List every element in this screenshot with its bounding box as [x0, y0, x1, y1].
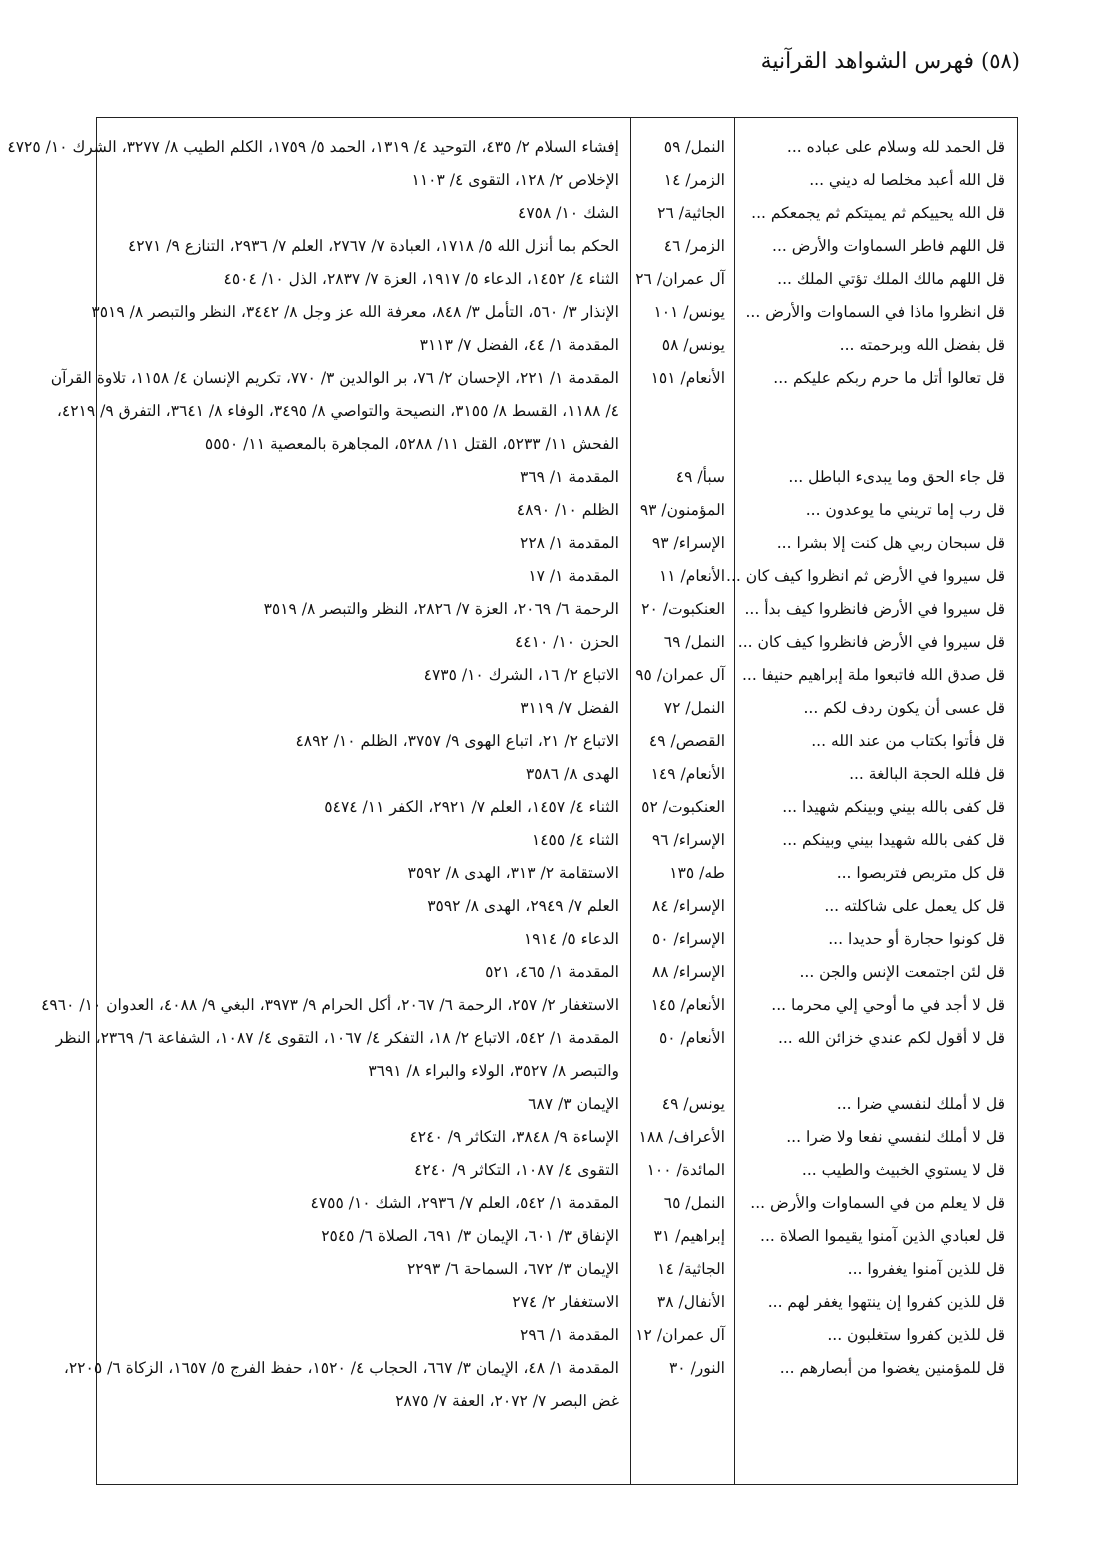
topic-line: المقدمة ١/ ٢٢٨ — [520, 534, 619, 552]
topic-line: المقدمة ١/ ٤٦٥، ٥٢١ — [485, 963, 619, 981]
verse-phrase: قل لا يستوي الخبيث والطيب ... — [801, 1161, 1005, 1179]
topic-references — [111, 758, 619, 791]
verse-phrase: قل سيروا في الأرض فانظروا كيف كان ... — [737, 633, 1005, 651]
index-row — [55, 1022, 1017, 1088]
topic-references — [111, 1187, 619, 1220]
topic-references — [111, 494, 619, 527]
topic-references — [111, 1319, 619, 1352]
verse-phrase: قل للذين كفروا إن ينتهوا يغفر لهم ... — [767, 1293, 1005, 1311]
surah-reference: سبأ/ ٤٩ — [675, 468, 725, 486]
topic-line: الحزن ١٠/ ٤٤١٠ — [514, 633, 619, 651]
index-row — [97, 758, 1017, 791]
index-row — [97, 560, 1017, 593]
topic-references — [111, 857, 619, 890]
topic-references — [111, 164, 619, 197]
surah-reference: النور/ ٣٠ — [668, 1359, 725, 1377]
index-row — [97, 1154, 1017, 1187]
index-row — [97, 791, 1017, 824]
topic-references — [111, 692, 619, 725]
topic-references — [111, 329, 619, 362]
surah-reference: آل عمران/ ١٢ — [635, 1326, 725, 1344]
page-header — [100, 46, 1020, 77]
verse-phrase: قل كل متربص فتربصوا ... — [836, 864, 1005, 882]
index-row — [97, 1121, 1017, 1154]
surah-reference: الأعراف/ ١٨٨ — [638, 1128, 725, 1146]
surah-reference: العنكبوت/ ٢٠ — [641, 600, 725, 618]
verse-phrase: قل اللهم مالك الملك تؤتي الملك ... — [777, 270, 1005, 288]
topic-line: الظلم ١٠/ ٤٨٩٠ — [516, 501, 619, 519]
topic-line: غض البصر ٧/ ٢٠٧٢، العفة ٧/ ٢٨٧٥ — [395, 1392, 619, 1410]
surah-reference: الأنعام/ ١١ — [658, 567, 725, 585]
index-row — [97, 626, 1017, 659]
surah-reference: آل عمران/ ٩٥ — [635, 666, 725, 684]
verse-phrase: قل عسى أن يكون ردف لكم ... — [803, 699, 1005, 717]
topic-line: الشك ١٠/ ٤٧٥٨ — [518, 204, 619, 222]
index-row — [91, 296, 1017, 329]
index-row — [97, 164, 1017, 197]
surah-reference: يونس/ ٥٨ — [661, 336, 725, 354]
topic-references — [111, 923, 619, 956]
topic-references — [111, 791, 619, 824]
index-row — [50, 362, 1017, 461]
verse-phrase: قل صدق الله فاتبعوا ملة إبراهيم حنيفا ... — [741, 666, 1005, 684]
index-row — [97, 659, 1017, 692]
topic-references — [111, 956, 619, 989]
topic-references — [111, 527, 619, 560]
surah-reference: الجاثية/ ٢٦ — [657, 204, 725, 222]
verse-phrase: قل للذين كفروا ستغلبون ... — [827, 1326, 1005, 1344]
topic-references — [111, 1088, 619, 1121]
topic-references — [91, 296, 619, 329]
topic-references — [111, 1253, 619, 1286]
topic-line: المقدمة ١/ ٥٤٢، الاتباع ٢/ ١٨، التفكر ٤/ ١٠٦٧، التقوى ٤/ ١٠٨٧، الشفاعة ٦/ ٢٣٦٩، النظر — [55, 1029, 619, 1047]
surah-reference: الإسراء/ ٥٠ — [651, 930, 725, 948]
surah-reference: النمل/ ٦٥ — [663, 1194, 725, 1212]
surah-reference: المائدة/ ١٠٠ — [646, 1161, 725, 1179]
topic-line: الثناء ٤/ ١٤٥٢، الدعاء ٥/ ١٩١٧، العزة ٧/ ٢٨٣٧، الذل ١٠/ ٤٥٠٤ — [223, 270, 619, 288]
topic-line: إفشاء السلام ٢/ ٤٣٥، التوحيد ٤/ ١٣١٩، الحمد ٥/ ١٧٥٩، الكلم الطيب ٨/ ٣٢٧٧، الشرك ١٠/ ٤٧٢٥ — [7, 138, 619, 156]
surah-reference: النمل/ ٦٩ — [663, 633, 725, 651]
verse-phrase: قل الحمد لله وسلام على عباده ... — [786, 138, 1005, 156]
surah-reference: الأنعام/ ١٤٥ — [650, 996, 725, 1014]
page-number: (٥٨) — [981, 49, 1020, 73]
verse-phrase: قل كل يعمل على شاكلته ... — [824, 897, 1005, 915]
index-row — [97, 263, 1017, 296]
verse-phrase: قل جاء الحق وما يبدىء الباطل ... — [788, 468, 1005, 486]
index-row — [97, 1253, 1017, 1286]
index-row — [97, 1088, 1017, 1121]
verse-phrase: قل للذين آمنوا يغفروا ... — [847, 1260, 1005, 1278]
topic-references — [111, 230, 619, 263]
topic-references — [111, 1154, 619, 1187]
surah-reference: النمل/ ٧٢ — [663, 699, 725, 717]
topic-references — [111, 197, 619, 230]
topic-line: المقدمة ١/ ٤٤، الفضل ٧/ ٣١١٣ — [419, 336, 619, 354]
index-row — [97, 494, 1017, 527]
topic-references — [111, 890, 619, 923]
index-row — [97, 692, 1017, 725]
topic-references — [55, 1022, 619, 1088]
index-row — [97, 1286, 1017, 1319]
index-row — [97, 230, 1017, 263]
verse-phrase: قل للمؤمنين يغضوا من أبصارهم ... — [779, 1359, 1005, 1377]
verse-phrase: قل لا يعلم من في السماوات والأرض ... — [750, 1194, 1005, 1212]
surah-reference: المؤمنون/ ٩٣ — [639, 501, 725, 519]
topic-line: الإنذار ٣/ ٥٦٠، التأمل ٣/ ٨٤٨، معرفة الله عز وجل ٨/ ٣٤٤٢، النظر والتبصر ٨/ ٣٥١٩ — [91, 303, 619, 321]
topic-references — [111, 1121, 619, 1154]
topic-line: الاستقامة ٢/ ٣١٣، الهدى ٨/ ٣٥٩٢ — [407, 864, 619, 882]
surah-reference: الأنعام/ ١٤٩ — [650, 765, 725, 783]
topic-line: الإيمان ٣/ ٦٧٢، السماحة ٦/ ٢٢٩٣ — [406, 1260, 619, 1278]
verse-phrase: قل سيروا في الأرض فانظروا كيف بدأ ... — [744, 600, 1005, 618]
index-row — [97, 527, 1017, 560]
index-row — [41, 989, 1017, 1022]
topic-line: المقدمة ١/ ٤٨، الإيمان ٣/ ٦٦٧، الحجاب ٤/ ١٥٢٠، حفظ الفرج ٥/ ١٦٥٧، الزكاة ٦/ ٢٢٠٥، — [63, 1359, 619, 1377]
surah-reference: الأنعام/ ٥٠ — [658, 1029, 725, 1047]
topic-line: ٤/ ١١٨٨، القسط ٨/ ٣١٥٥، النصيحة والتواصي ٨/ ٣٤٩٥، الوفاء ٨/ ٣٦٤١، التفرق ٩/ ٤٢١٩، — [56, 402, 619, 420]
surah-reference: الإسراء/ ٨٤ — [651, 897, 725, 915]
surah-reference: القصص/ ٤٩ — [648, 732, 725, 750]
surah-reference: يونس/ ٤٩ — [661, 1095, 725, 1113]
topic-line: المقدمة ١/ ٢٢١، الإحسان ٢/ ٧٦، بر الوالدين ٣/ ٧٧٠، تكريم الإنسان ٤/ ١١٥٨، تلاوة القرآن — [50, 369, 619, 387]
index-row — [97, 1220, 1017, 1253]
verse-phrase: قل لا أجد في ما أوحي إلي محرما ... — [771, 996, 1005, 1014]
verse-phrase: قل الله أعبد مخلصا له ديني ... — [809, 171, 1005, 189]
topic-line: المقدمة ١/ ٢٩٦ — [520, 1326, 619, 1344]
topic-line: العلم ٧/ ٢٩٤٩، الهدى ٨/ ٣٥٩٢ — [427, 897, 619, 915]
index-row — [97, 725, 1017, 758]
page-title: فهرس الشواهد القرآنية — [760, 49, 975, 74]
index-row — [97, 824, 1017, 857]
topic-line: الدعاء ٥/ ١٩١٤ — [523, 930, 619, 948]
index-row — [97, 857, 1017, 890]
index-row — [63, 1352, 1017, 1418]
surah-reference: الجاثية/ ١٤ — [657, 1260, 725, 1278]
verse-phrase: قل لا أملك لنفسي نفعا ولا ضرا ... — [786, 1128, 1005, 1146]
verse-phrase: قل لئن اجتمعت الإنس والجن ... — [799, 963, 1005, 981]
verse-phrase: قل رب إما تريني ما يوعدون ... — [805, 501, 1005, 519]
topic-line: الفحش ١١/ ٥٢٣٣، القتل ١١/ ٥٢٨٨، المجاهرة بالمعصية ١١/ ٥٥٥٠ — [204, 435, 619, 453]
surah-reference: آل عمران/ ٢٦ — [635, 270, 725, 288]
topic-references — [111, 1286, 619, 1319]
surah-reference: الأنفال/ ٣٨ — [656, 1293, 725, 1311]
topic-references — [111, 593, 619, 626]
verse-phrase: قل فلله الحجة البالغة ... — [849, 765, 1005, 783]
topic-references — [50, 362, 619, 461]
surah-reference: النمل/ ٥٩ — [663, 138, 725, 156]
topic-line: الحكم بما أنزل الله ٥/ ١٧١٨، العبادة ٧/ ٢٧٦٧، العلم ٧/ ٢٩٣٦، التنازع ٩/ ٤٢٧١ — [127, 237, 619, 255]
surah-reference: طه/ ١٣٥ — [669, 864, 725, 882]
index-row — [97, 923, 1017, 956]
topic-line: الاتباع ٢/ ٢١، اتباع الهوى ٩/ ٣٧٥٧، الظلم ١٠/ ٤٨٩٢ — [295, 732, 619, 750]
surah-reference: إبراهيم/ ٣١ — [653, 1227, 725, 1245]
index-row — [97, 329, 1017, 362]
index-row — [97, 1319, 1017, 1352]
topic-line: الثناء ٤/ ١٤٥٧، العلم ٧/ ٢٩٢١، الكفر ١١/ ٥٤٧٤ — [324, 798, 619, 816]
surah-reference: الإسراء/ ٨٨ — [651, 963, 725, 981]
topic-line: المقدمة ١/ ٥٤٢، العلم ٧/ ٢٩٣٦، الشك ١٠/ ٤٧٥٥ — [310, 1194, 619, 1212]
verse-phrase: قل اللهم فاطر السماوات والأرض ... — [772, 237, 1005, 255]
verse-phrase: قل الله يحييكم ثم يميتكم ثم يجمعكم ... — [751, 204, 1005, 222]
topic-line: الإخلاص ٢/ ١٢٨، التقوى ٤/ ١١٠٣ — [411, 171, 619, 189]
topic-references — [111, 1220, 619, 1253]
index-row — [97, 461, 1017, 494]
surah-reference: الزمر/ ٤٦ — [663, 237, 725, 255]
topic-line: الفضل ٧/ ٣١١٩ — [520, 699, 619, 717]
verse-phrase: قل كونوا حجارة أو حديدا ... — [828, 930, 1005, 948]
verse-phrase: قل فأتوا بكتاب من عند الله ... — [811, 732, 1005, 750]
topic-line: التقوى ٤/ ١٠٨٧، التكاثر ٩/ ٤٢٤٠ — [414, 1161, 619, 1179]
index-row — [97, 956, 1017, 989]
verse-phrase: قل كفى بالله بيني وبينكم شهيدا ... — [782, 798, 1005, 816]
topic-line: الإساءة ٩/ ٣٨٤٨، التكاثر ٩/ ٤٢٤٠ — [409, 1128, 619, 1146]
verse-phrase: قل سبحان ربي هل كنت إلا بشرا ... — [776, 534, 1005, 552]
surah-reference: الأنعام/ ١٥١ — [650, 369, 725, 387]
verse-phrase: قل لعبادي الذين آمنوا يقيموا الصلاة ... — [760, 1227, 1005, 1245]
topic-line: الإيمان ٣/ ٦٨٧ — [528, 1095, 619, 1113]
topic-line: المقدمة ١/ ١٧ — [528, 567, 619, 585]
index-row — [97, 1187, 1017, 1220]
verse-phrase: قل بفضل الله وبرحمته ... — [839, 336, 1005, 354]
index-rows — [7, 131, 1017, 1418]
verse-phrase: قل تعالوا أتل ما حرم ربكم عليكم ... — [773, 369, 1005, 387]
topic-references — [111, 626, 619, 659]
surah-reference: العنكبوت/ ٥٢ — [641, 798, 725, 816]
index-table — [7, 117, 1018, 1485]
verse-phrase: قل انظروا ماذا في السماوات والأرض ... — [745, 303, 1005, 321]
topic-references — [7, 131, 619, 164]
verse-phrase: قل كفى بالله شهيدا بيني وبينكم ... — [782, 831, 1005, 849]
topic-references — [111, 560, 619, 593]
index-row — [97, 593, 1017, 626]
topic-references — [111, 263, 619, 296]
topic-line: الاستغفار ٢/ ٢٥٧، الرحمة ٦/ ٢٠٦٧، أكل الحرام ٩/ ٣٩٧٣، البغي ٩/ ٤٠٨٨، العدوان ١٠/ ٤٩٦٠ — [41, 996, 619, 1014]
topic-references — [111, 725, 619, 758]
index-row — [97, 197, 1017, 230]
index-row — [7, 131, 1017, 164]
verse-phrase: قل سيروا في الأرض ثم انظروا كيف كان ... — [726, 567, 1005, 585]
topic-line: والتبصر ٨/ ٣٥٢٧، الولاء والبراء ٨/ ٣٦٩١ — [368, 1062, 619, 1080]
verse-phrase: قل لا أقول لكم عندي خزائن الله ... — [777, 1029, 1005, 1047]
topic-references — [63, 1352, 619, 1418]
topic-line: المقدمة ١/ ٣٦٩ — [520, 468, 619, 486]
topic-line: الرحمة ٦/ ٢٠٦٩، العزة ٧/ ٢٨٢٦، النظر والتبصر ٨/ ٣٥١٩ — [263, 600, 619, 618]
surah-reference: يونس/ ١٠١ — [653, 303, 725, 321]
topic-references — [111, 659, 619, 692]
surah-reference: الزمر/ ١٤ — [663, 171, 725, 189]
topic-line: الثناء ٤/ ١٤٥٥ — [531, 831, 619, 849]
verse-phrase: قل لا أملك لنفسي ضرا ... — [836, 1095, 1005, 1113]
topic-line: الهدى ٨/ ٣٥٨٦ — [525, 765, 619, 783]
topic-references — [111, 461, 619, 494]
index-row — [97, 890, 1017, 923]
topic-line: الاستغفار ٢/ ٢٧٤ — [512, 1293, 619, 1311]
surah-reference: الإسراء/ ٩٦ — [651, 831, 725, 849]
topic-references — [41, 989, 619, 1022]
surah-reference: الإسراء/ ٩٣ — [651, 534, 725, 552]
topic-line: الاتباع ٢/ ١٦، الشرك ١٠/ ٤٧٣٥ — [423, 666, 619, 684]
topic-line: الإنفاق ٣/ ٦٠١، الإيمان ٣/ ٦٩١، الصلاة ٦/ ٢٥٤٥ — [321, 1227, 619, 1245]
topic-references — [111, 824, 619, 857]
